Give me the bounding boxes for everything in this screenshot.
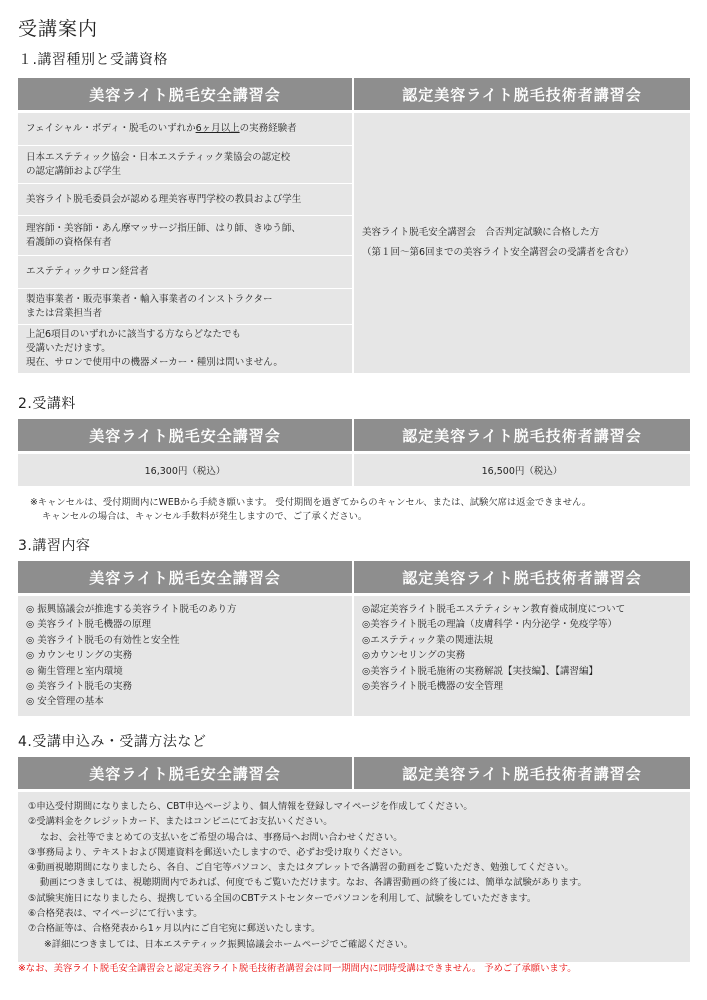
- column-header-technician-course: 認定美容ライト脱毛技術者講習会: [354, 78, 690, 113]
- method-step: ⑥合格発表は、マイページにて行います。: [28, 908, 203, 920]
- fee-safety-course: 16,300円（税込）: [18, 454, 354, 486]
- application-method-cell: [18, 792, 690, 962]
- eligibility-item: フェイシャル・ボディ・脱毛のいずれか6ヶ月以上の実務経験者: [18, 113, 352, 146]
- content-item: ◎ 美容ライト脱毛の実務: [26, 681, 133, 693]
- method-step-note: 動画につきましては、視聴期間内であれば、何度でもご覧いただけます。なお、各講習動画の終了後には、簡単な試験があります。: [40, 877, 587, 889]
- column-header-technician-course: 認定美容ライト脱毛技術者講習会: [354, 419, 690, 454]
- content-item: ◎ カウンセリングの実務: [26, 650, 133, 662]
- content-item: ◎美容ライト脱毛施術の実務解説【実技編】、【講習編】: [362, 665, 599, 677]
- eligibility-item: 上記6項目のいずれかに該当する方ならどなたでも 受講いただけます。 現在、サロンで使用中の機器メーカー・種別は問いません。: [26, 329, 283, 368]
- section-heading-application: 4.受講申込み・受講方法など: [18, 734, 207, 750]
- fee-technician-course: 16,500円（税込）: [354, 454, 690, 486]
- eligibility-item: エステティックサロン経営者: [18, 256, 352, 289]
- method-step: ③事務局より、テキストおよび関連資料を郵送いたしますので、必ずお受け取りください。: [28, 846, 408, 858]
- section-heading-fees: 2.受講料: [18, 396, 76, 412]
- method-step-note: ※詳細につきましては、日本エステティック振興協議会ホームページでご確認ください。: [44, 938, 414, 950]
- eligibility-item: 理容師・美容師・あん摩マッサージ指圧師、はり師、きゆう師、 看護師の資格保有者: [18, 216, 352, 256]
- eligibility-left-cell: [18, 113, 354, 373]
- section-heading-eligibility: １.講習種別と受講資格: [18, 52, 168, 68]
- content-item: ◎ 美容ライト脱毛の有効性と安全性: [26, 634, 180, 646]
- eligibility-item: 製造事業者・販売事業者・輸入事業者のインストラクター または営業担当者: [18, 289, 352, 325]
- content-item: ◎ 振興協議会が推進する美容ライト脱毛のあり方: [26, 604, 237, 615]
- application-table: [18, 757, 690, 962]
- method-step: ②受講料金をクレジットカード、またはコンビニにてお支払いください。: [28, 816, 333, 828]
- content-item: ◎ 衛生管理と室内環境: [26, 665, 123, 677]
- eligibility-right-cell: [354, 113, 690, 373]
- content-item: ◎エステティック業の関連法規: [362, 634, 493, 646]
- method-step: ①申込受付期間になりましたら、CBT申込ページより、個人情報を登録しマイページを作成してください。: [28, 801, 473, 812]
- simultaneous-enrollment-warning: ※なお、美容ライト脱毛安全講習会と認定美容ライト脱毛技術者講習会は同一期間内に同時受講はできません。 予めご了承願います。: [18, 963, 577, 974]
- content-item: ◎認定美容ライト脱毛エステティシャン教育養成制度について: [362, 604, 626, 615]
- page-title: 受講案内: [18, 18, 99, 40]
- method-step: ⑦合格証等は、合格発表から1ヶ月以内にご自宅宛に郵送いたします。: [28, 923, 321, 935]
- eligibility-right-line: （第１回～第6回までの美容ライト安全講習会の受講者を含む）: [362, 247, 634, 258]
- content-item: ◎美容ライト脱毛の理論（皮膚科学・内分泌学・免疫学等）: [362, 619, 618, 631]
- eligibility-table: [18, 78, 690, 373]
- method-step: ⑤試験実施日になりましたら、提携している全国のCBTテストセンターでパソコンを利用して、試験をしていただきます。: [28, 892, 537, 904]
- eligibility-item: 日本エステティック協会・日本エステティック業協会の認定校 の認定講師および学生: [18, 146, 352, 184]
- content-item: ◎ 美容ライト脱毛機器の原理: [26, 619, 152, 631]
- column-header-safety-course: 美容ライト脱毛安全講習会: [18, 419, 354, 454]
- column-header-technician-course: 認定美容ライト脱毛技術者講習会: [354, 561, 690, 596]
- content-table: [18, 561, 690, 716]
- method-step-note: なお、会社等でまとめての支払いをご希望の場合は、事務局へお問い合わせください。: [40, 831, 403, 843]
- column-header-technician-course: 認定美容ライト脱毛技術者講習会: [354, 757, 690, 792]
- content-right-cell: [354, 596, 690, 716]
- column-header-safety-course: 美容ライト脱毛安全講習会: [18, 78, 354, 113]
- method-step: ④動画視聴期間になりましたら、各自、ご自宅等パソコン、またはタブレットで各講習の動画をご覧いただき、勉強してください。: [28, 862, 574, 874]
- content-item: ◎美容ライト脱毛機器の安全管理: [362, 681, 504, 693]
- content-left-cell: [18, 596, 354, 716]
- column-header-safety-course: 美容ライト脱毛安全講習会: [18, 757, 354, 792]
- section-heading-content: 3.講習内容: [18, 538, 91, 554]
- eligibility-item: 美容ライト脱毛委員会が認める理美容専門学校の教員および学生: [18, 184, 352, 216]
- content-item: ◎ 安全管理の基本: [26, 696, 104, 708]
- cancellation-note: ※キャンセルは、受付期間内にWEBから手続き願います。 受付期間を過ぎてからのキャンセル、または、試験欠席は返金できません。 キャンセルの場合は、キャンセル手数料が発生しますので、ご了承ください。: [30, 497, 592, 522]
- column-header-safety-course: 美容ライト脱毛安全講習会: [18, 561, 354, 596]
- eligibility-right-line: 美容ライト脱毛安全講習会 合否判定試験に合格した方: [362, 227, 600, 238]
- content-item: ◎カウンセリングの実務: [362, 650, 466, 662]
- fees-table: [18, 419, 690, 486]
